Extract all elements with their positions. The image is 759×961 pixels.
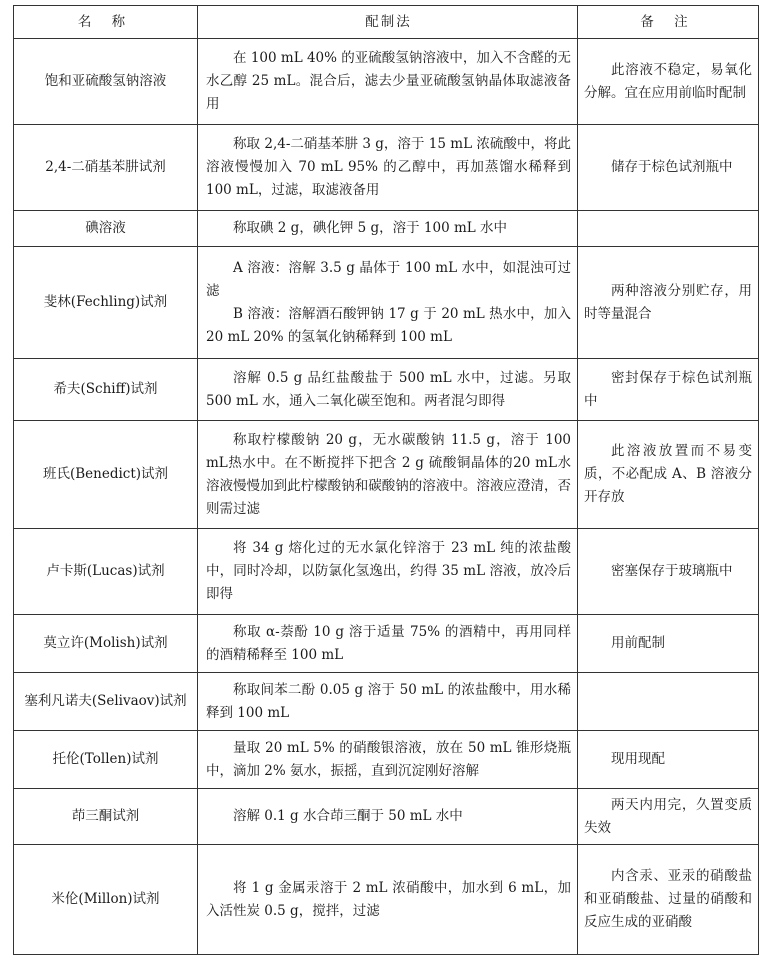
- reagent-name: 希夫(Schiff)试剂: [14, 359, 198, 421]
- reagent-method: 在 100 mL 40% 的亚硫酸氢钠溶液中，加入不含醛的无水乙醇 25 mL。混合后，滤去少量亚硫酸氢钠晶体取滤液备用: [206, 50, 571, 112]
- reagent-note: 用前配制: [611, 635, 665, 651]
- header-row: [14, 6, 759, 39]
- reagent-method: 溶解 0.1 g 水合茚三酮于 50 mL 水中: [233, 808, 463, 824]
- table-row: [14, 125, 759, 211]
- reagent-note: 密封保存于棕色试剂瓶中: [584, 369, 752, 409]
- table-row: [14, 247, 759, 359]
- table-row: [14, 211, 759, 247]
- reagent-method: 称取碘 2 g，碘化钾 5 g，溶于 100 mL 水中: [233, 220, 508, 236]
- table-row: [14, 673, 759, 731]
- reagent-name: 莫立许(Molish)试剂: [14, 615, 198, 673]
- reagent-name: 饱和亚硫酸氢钠溶液: [14, 39, 198, 125]
- table-row: [14, 731, 759, 789]
- table-row: [14, 789, 759, 845]
- reagent-name: 斐林(Fechling)试剂: [14, 247, 198, 359]
- reagent-note: 两天内用完，久置变质失效: [584, 796, 752, 836]
- reagent-note: 两种溶液分别贮存，用时等量混合: [584, 282, 752, 322]
- header-name: 名 称: [14, 6, 198, 39]
- header-note: 备 注: [578, 6, 759, 39]
- table-row: [14, 359, 759, 421]
- reagent-note: 现用现配: [611, 751, 665, 767]
- reagent-method: 量取 20 mL 5% 的硝酸银溶液，放在 50 mL 锥形烧瓶中，滴加 2% 氨水，振摇，直到沉淀刚好溶解: [206, 739, 571, 779]
- reagent-method-b: B 溶液：溶解酒石酸钾钠 17 g 于 20 mL 热水中，加入 20 mL 20% 的氢氧化钠稀释到 100 mL: [206, 305, 571, 345]
- reagent-method: 称取 α-萘酚 10 g 溶于适量 75% 的酒精中，再用同样的酒精稀释至 100 mL: [206, 623, 571, 663]
- reagent-method: 将 1 g 金属汞溶于 2 mL 浓硝酸中，加水到 6 mL，加入活性炭 0.5 g，搅拌，过滤: [206, 879, 571, 919]
- table-row: [14, 845, 759, 955]
- header-method: 配制法: [198, 6, 578, 39]
- reagent-name: 茚三酮试剂: [14, 789, 198, 845]
- reagent-name: 塞利凡诺夫(Selivaov)试剂: [14, 673, 198, 731]
- reagent-name: 卢卡斯(Lucas)试剂: [14, 529, 198, 615]
- reagent-name: 托伦(Tollen)试剂: [14, 731, 198, 789]
- reagent-name: 班氏(Benedict)试剂: [14, 421, 198, 529]
- reagent-table-container: [13, 5, 752, 955]
- reagent-name: 碘溶液: [14, 211, 198, 247]
- reagent-note: 此溶液放置而不易变质，不必配成 A、B 溶液分开存放: [584, 443, 752, 505]
- table-row: [14, 529, 759, 615]
- reagent-method-a: A 溶液：溶解 3.5 g 晶体于 100 mL 水中，如混浊可过滤: [206, 259, 571, 299]
- table-row: [14, 421, 759, 529]
- table-row: [14, 615, 759, 673]
- reagent-method: 溶解 0.5 g 品红盐酸盐于 500 mL 水中，过滤。另取 500 mL 水，通入二氧化碳至饱和。两者混匀即得: [206, 369, 571, 409]
- reagent-table: [13, 5, 759, 955]
- reagent-note: 密塞保存于玻璃瓶中: [611, 563, 733, 579]
- reagent-method: 将 34 g 熔化过的无水氯化锌溶于 23 mL 纯的浓盐酸中，同时冷却，以防氯化氢逸出，约得 35 mL 溶液，放冷后即得: [206, 540, 571, 602]
- reagent-name: 米伦(Millon)试剂: [14, 845, 198, 955]
- reagent-method: 称取柠檬酸钠 20 g，无水碳酸钠 11.5 g，溶于 100 mL热水中。在不断搅拌下把含 2 g 硫酸铜晶体的20 mL水溶液慢慢加到此柠檬酸钠和碳酸钠的溶液中。溶液应澄清，否则需过滤: [206, 431, 571, 517]
- reagent-name: 2,4-二硝基苯肼试剂: [14, 125, 198, 211]
- reagent-method: 称取间苯二酚 0.05 g 溶于 50 mL 的浓盐酸中，用水稀释到 100 mL: [206, 681, 571, 721]
- reagent-note: 此溶液不稳定，易氧化分解。宜在应用前临时配制: [584, 61, 752, 101]
- reagent-note: 储存于棕色试剂瓶中: [611, 159, 733, 175]
- reagent-note: 内含汞、亚汞的硝酸盐和亚硝酸盐、过量的硝酸和反应生成的亚硝酸: [584, 868, 752, 930]
- table-row: [14, 39, 759, 125]
- reagent-method: 称取 2,4-二硝基苯肼 3 g，溶于 15 mL 浓硫酸中，将此溶液慢慢加入 70 mL 95% 的乙醇中，再加蒸馏水稀释到 100 mL，过滤，取滤液备用: [206, 136, 571, 198]
